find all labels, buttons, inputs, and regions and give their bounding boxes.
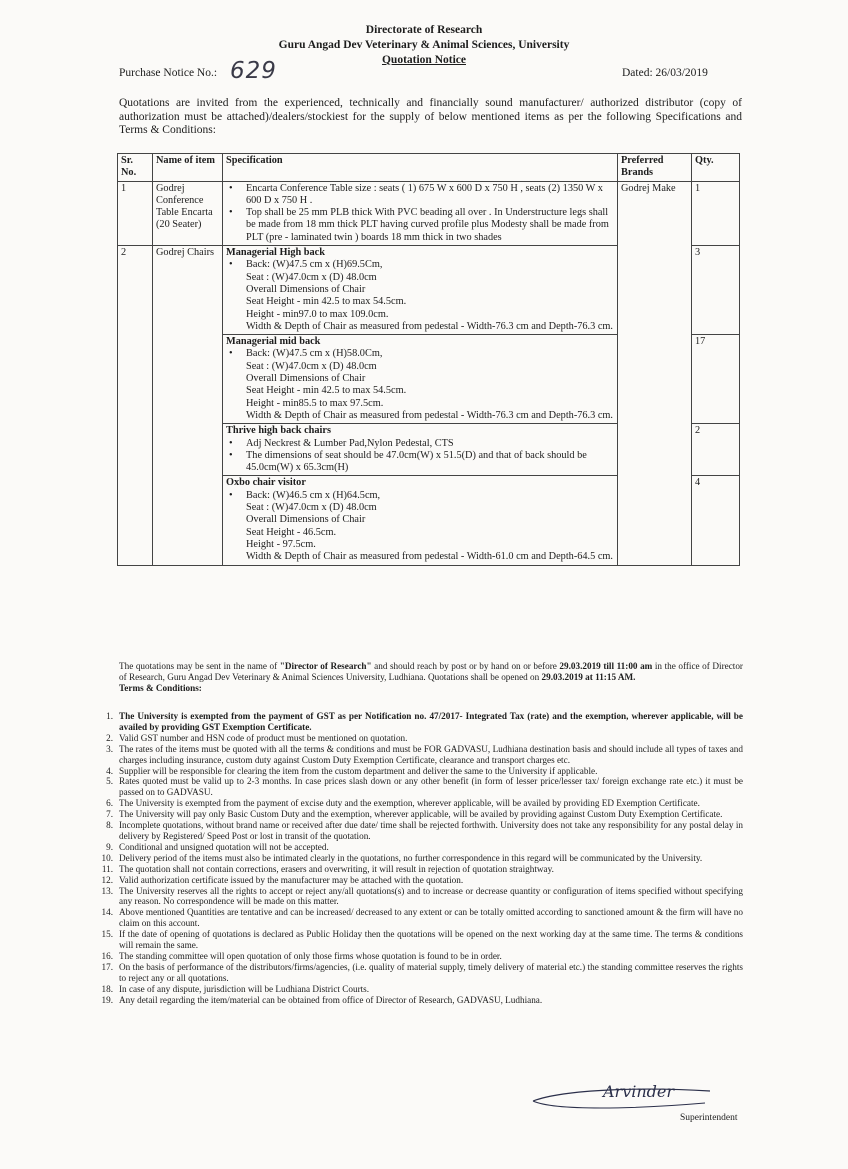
cell-sr: 1	[118, 181, 153, 245]
sub-item-title: Thrive high back chairs	[226, 425, 331, 437]
term-number: 2.	[106, 732, 113, 743]
specification-table	[117, 153, 740, 566]
term-text: Any detail regarding the item/material can be obtained from office of Director of Research, GADVASU, Ludhiana.	[119, 994, 543, 1005]
sub-item-title: Managerial mid back	[226, 336, 321, 348]
term-text: Incomplete quotations, without brand name or received after due date/ time shall be rejected forthwith. University does not take any responsibility for any postal delay in delivery by Registered/ Speed Post or lost in transit of the quotation.	[119, 820, 743, 841]
spec-line: Height - min97.0 to max 109.0cm.	[246, 308, 389, 320]
term-text: Delivery period of the items must also be intimated clearly in the quotations, no further correspondence in this regard will be communicated by the University.	[119, 852, 703, 863]
submission-note	[119, 661, 743, 694]
term-text: Rates quoted must be valid up to 2-3 months. In case prices slash down or any other benefit (in form of lesser price/lesser tax/ foreign exchange rate etc.) it must be passed on to GADVASU.	[119, 776, 743, 798]
spec-line: Height - 97.5cm.	[246, 538, 316, 550]
cell-brand: Godrej Make	[618, 181, 692, 565]
term-item	[93, 929, 743, 951]
term-number: 1.	[106, 711, 113, 721]
spec-line: Width & Depth of Chair as measured from pedestal - Width-76.3 cm and Depth-76.3 cm.	[246, 320, 614, 332]
spec-line: Seat : (W)47.0cm x (D) 48.0cm	[246, 502, 377, 514]
term-item	[93, 776, 743, 798]
cell-spec	[223, 335, 618, 424]
spec-line: Seat : (W)47.0cm x (D) 48.0cm	[246, 271, 377, 283]
term-number: 5.	[106, 776, 113, 787]
term-item	[93, 951, 743, 962]
term-text: In case of any dispute, jurisdiction will be Ludhiana District Courts.	[119, 983, 370, 994]
cell-name: Godrej Conference Table Encarta (20 Seater)	[153, 181, 223, 245]
term-number: 7.	[106, 809, 113, 820]
spec-bullet: • Back: (W)47.5 cm x (H)69.5Cm,	[226, 259, 614, 271]
term-text: On the basis of performance of the distributors/firms/agencies, (i.e. quality of material supply, timely delivery of material etc.) the standing committee reserves the rights to reject any or all quotations.	[119, 961, 743, 983]
sub-item-title: Managerial High back	[226, 247, 325, 259]
note-addressee: "Director of Research"	[279, 661, 372, 671]
cell-spec	[223, 424, 618, 476]
term-number: 11.	[101, 863, 113, 874]
header-qty: Qty.	[692, 154, 740, 182]
term-item	[93, 995, 743, 1006]
term-item	[93, 798, 743, 809]
term-text: Supplier will be responsible for clearing the item from the custom department and deliver the same to the University if applicable.	[119, 765, 598, 776]
cell-sr: 2	[118, 246, 153, 565]
spec-bullet: • Back: (W)46.5 cm x (H)64.5cm,	[226, 490, 614, 502]
signature-text: Arvinder	[603, 1082, 675, 1101]
signatory-title: Superintendent	[680, 1113, 738, 1123]
dated: Dated: 26/03/2019	[622, 67, 708, 79]
term-number: 4.	[106, 765, 113, 776]
spec-line: Height - min85.5 to max 97.5cm.	[246, 397, 384, 409]
term-number: 18.	[101, 983, 113, 994]
term-item	[93, 820, 743, 842]
term-number: 12.	[101, 874, 113, 885]
spec-bullet: • The dimensions of seat should be 47.0cm(W) x 51.5(D) and that of back should be 45.0cm(W) x 65.3cm(H)	[226, 450, 614, 475]
term-number: 17.	[101, 961, 113, 972]
spec-bullet: • Adj Neckrest & Lumber Pad,Nylon Pedestal, CTS	[226, 438, 614, 450]
cell-name: Godrej Chairs	[153, 246, 223, 565]
term-item	[93, 886, 743, 908]
term-text: If the date of opening of quotations is declared as Public Holiday then the quotations will be opened on the next working day at the same time. The terms & conditions will remain the same.	[119, 929, 743, 951]
term-number: 10.	[101, 852, 113, 863]
term-text: The University is exempted from the payment of GST as per Notification no. 47/2017- Integrated Tax (rate) and the exemption, wherever applicable, will be availed by providing GST Exemption Certificate.	[119, 711, 743, 732]
cell-qty: 17	[692, 335, 740, 424]
spec-line: Seat Height - min 42.5 to max 54.5cm.	[246, 385, 407, 397]
term-text: Valid GST number and HSN code of product must be mentioned on quotation.	[119, 732, 408, 743]
spec-line: Overall Dimensions of Chair	[246, 373, 366, 385]
purchase-notice-number: 629	[230, 58, 277, 84]
term-item	[93, 809, 743, 820]
header-sr: Sr. No.	[118, 154, 153, 182]
term-number: 13.	[101, 885, 113, 896]
spec-line: Width & Depth of Chair as measured from pedestal - Width-61.0 cm and Depth-64.5 cm.	[246, 551, 614, 563]
spec-line: Seat Height - 46.5cm.	[246, 526, 337, 538]
term-number: 15.	[101, 929, 113, 940]
note-deadline: 29.03.2019 till 11:00 am	[559, 661, 653, 671]
header-university: Guru Angad Dev Veterinary & Animal Sciences, University	[278, 39, 570, 51]
term-item	[93, 907, 743, 929]
term-number: 16.	[101, 950, 113, 961]
header-spec: Specification	[223, 154, 618, 182]
note-opening: 29.03.2019 at 11:15 AM.	[541, 671, 636, 682]
spec-line: Overall Dimensions of Chair	[246, 283, 366, 295]
cell-spec	[223, 476, 618, 565]
cell-qty: 4	[692, 476, 740, 565]
term-item	[93, 853, 743, 864]
term-number: 14.	[101, 907, 113, 918]
term-number: 3.	[106, 743, 113, 754]
term-item	[93, 744, 743, 766]
terms-heading: Terms & Conditions:	[119, 682, 202, 693]
sub-item-title: Oxbo chair visitor	[226, 477, 306, 489]
term-number: 8.	[106, 820, 113, 831]
term-number: 19.	[101, 994, 113, 1005]
signature	[525, 1077, 725, 1117]
spec-line: Seat : (W)47.0cm x (D) 48.0cm	[246, 360, 377, 372]
term-text: Above mentioned Quantities are tentative and can be increased/ decreased to any extent or can be totally omitted according to sanctioned amount & the firm will have no claim on this account.	[119, 907, 743, 929]
header-name: Name of item	[153, 154, 223, 182]
spec-line: Overall Dimensions of Chair	[246, 514, 366, 526]
term-text: Valid authorization certificate issued by the manufacturer may be attached with the quotation.	[119, 874, 464, 885]
term-item	[93, 733, 743, 744]
spec-bullet: • Back: (W)47.5 cm x (H)58.0Cm,	[226, 348, 614, 360]
term-text: Conditional and unsigned quotation will not be accepted.	[119, 841, 329, 852]
term-text: The quotation shall not contain corrections, erasers and overwriting, it will result in rejection of quotation straightway.	[119, 863, 554, 874]
purchase-notice-label: Purchase Notice No.:	[119, 67, 218, 79]
cell-qty: 3	[692, 246, 740, 335]
term-item	[93, 962, 743, 984]
header-brand: Preferred Brands	[618, 154, 692, 182]
term-item	[93, 711, 743, 733]
cell-qty: 2	[692, 424, 740, 476]
spec-bullet: • Top shall be 25 mm PLB thick With PVC beading all over . In Understructure legs shall be made from 18 mm thick PLT having curved profile plus Modesty shall be made from PLT (pre - laminated twin ) boards 18 mm thick in two shades	[226, 207, 614, 244]
term-text: The rates of the items must be quoted with all the terms & conditions and must be FOR GADVASU, Ludhiana destination basis and should include all types of taxes and charges including insurance, custom duty against Custom Duty Exemption Certificate, clearance and transport charges etc.	[119, 743, 743, 765]
term-text: The University reserves all the rights to accept or reject any/all quotations(s) and to increase or decrease quantity or configuration of items specified without specifying any reason. No correspondence will be made on this matter.	[119, 885, 743, 907]
term-item	[93, 864, 743, 875]
term-number: 9.	[106, 841, 113, 852]
cell-spec	[223, 181, 618, 245]
note-text: and should reach by post or by hand on or before	[371, 661, 560, 671]
table-header-row	[118, 154, 740, 182]
term-number: 6.	[106, 798, 113, 809]
spec-bullet: • Encarta Conference Table size : seats ( 1) 675 W x 600 D x 750 H , seats (2) 1350 W x 600 D x 750 H .	[226, 183, 614, 208]
note-text: The quotations may be sent in the name of	[119, 661, 280, 671]
cell-spec	[223, 246, 618, 335]
intro-paragraph: Quotations are invited from the experienced, technically and financially sound manufacturer/ authorized distributor (copy of authorization must be attached)/dealers/stockiest for the supply of below mentioned items as per the following Specifications and Terms & Conditions:	[119, 97, 742, 136]
cell-qty: 1	[692, 181, 740, 245]
header-org: Directorate of Research	[365, 24, 483, 36]
term-item	[93, 766, 743, 777]
table-row	[118, 181, 740, 245]
term-item	[93, 984, 743, 995]
spec-line: Seat Height - min 42.5 to max 54.5cm.	[246, 296, 407, 308]
header-title: Quotation Notice	[381, 54, 466, 66]
term-text: The University is exempted from the payment of excise duty and the exemption, wherever applicable, will be availed by providing ED Exemption Certificate.	[119, 798, 700, 809]
note-text: in the office of Director of Research, Guru Angad Dev Veterinary & Animal Sciences University, Ludhiana. Quotations shall be opened on	[119, 661, 743, 682]
term-text: The standing committee will open quotation of only those firms whose quotation is found to be in order.	[119, 950, 502, 961]
term-text: The University will pay only Basic Custom Duty and the exemption, wherever applicable, will be availed by providing against Custom Duty Exemption Certificate.	[119, 809, 723, 820]
terms-list	[93, 711, 743, 1005]
term-item	[93, 842, 743, 853]
term-item	[93, 875, 743, 886]
spec-line: Width & Depth of Chair as measured from pedestal - Width-76.3 cm and Depth-76.3 cm.	[246, 409, 614, 421]
